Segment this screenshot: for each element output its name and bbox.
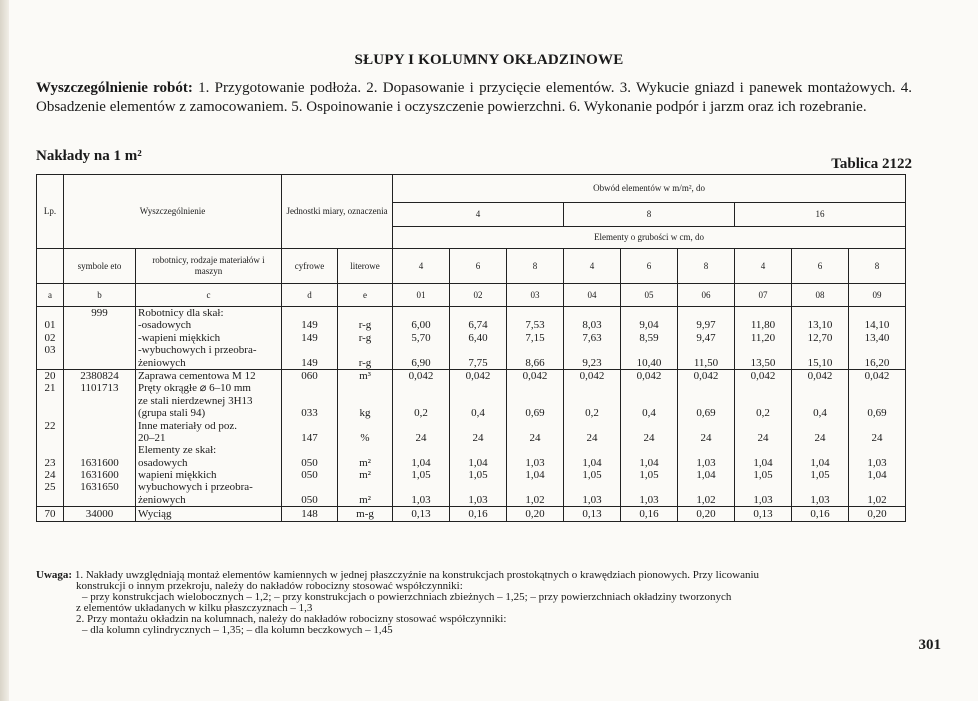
value: 1,04 — [411, 456, 431, 469]
lp-value: 22 — [44, 419, 56, 432]
literowe-value: kg — [359, 407, 371, 420]
value-cell — [450, 369, 507, 506]
value: 0,042 — [522, 369, 548, 382]
value: 24 — [700, 431, 712, 444]
table-number: Tablica 2122 — [831, 156, 912, 172]
value: 15,10 — [807, 356, 833, 369]
value: 5,70 — [411, 331, 431, 344]
value: 8,59 — [639, 331, 659, 344]
description-line: Elementy ze skał: — [138, 444, 217, 457]
header-row-4 — [37, 249, 906, 284]
value: 1,03 — [525, 456, 545, 469]
column-number: 06 — [678, 284, 735, 307]
literowe-value: r-g — [358, 331, 372, 344]
value: 9,97 — [696, 319, 716, 332]
value: 0,4 — [813, 407, 827, 420]
value: 0,13 — [564, 507, 621, 522]
column-number: 02 — [450, 284, 507, 307]
cyfrowe-value: 050 — [301, 469, 318, 482]
page-title: SŁUPY I KOLUMNY OKŁADZINOWE — [354, 52, 624, 68]
lp-value: 23 — [44, 456, 56, 469]
value-cell — [393, 369, 450, 506]
value: 9,04 — [639, 319, 659, 332]
header-thickness: 8 — [507, 249, 564, 284]
description-line: ze stali nierdzewnej 3H13 — [138, 394, 253, 407]
value: 24 — [586, 431, 598, 444]
value: 24 — [415, 431, 427, 444]
literowe-value: % — [360, 431, 370, 444]
cyfrowe-value: 060 — [301, 369, 318, 382]
value: 0,042 — [579, 369, 605, 382]
value: 1,03 — [468, 493, 488, 506]
description-line: -osadowych — [138, 319, 192, 332]
value: 14,10 — [864, 319, 890, 332]
value: 7,53 — [525, 319, 545, 332]
value: 13,40 — [864, 331, 890, 344]
value: 0,042 — [693, 369, 719, 382]
header-lp: Lp. — [37, 175, 64, 249]
value: 0,2 — [756, 407, 770, 420]
note-text: 1. Nakłady uwzględniają montaż elementów kamiennych w jednej płaszczyźnie na konstrukcjach prostokątnych o krawędziach pionowych. Przy licowaniu — [74, 569, 760, 581]
value: 0,2 — [414, 407, 428, 420]
value: 0,20 — [678, 507, 735, 522]
description-line: (grupa stali 94) — [138, 407, 206, 420]
cyfrowe-value: 149 — [301, 331, 318, 344]
description-line: żeniowych — [138, 493, 186, 506]
value-cell — [678, 307, 735, 370]
value: 8,03 — [582, 319, 602, 332]
value: 0,042 — [750, 369, 776, 382]
value: 7,75 — [468, 356, 488, 369]
column-number: 09 — [849, 284, 906, 307]
value: 6,74 — [468, 319, 488, 332]
literowe-value: m-g — [338, 507, 393, 522]
value: 9,23 — [582, 356, 602, 369]
value: 1,03 — [582, 493, 602, 506]
cyfrowe-cell — [282, 307, 338, 370]
value: 1,03 — [867, 456, 887, 469]
norms-table — [36, 174, 906, 522]
symbol-value: 1631650 — [80, 481, 119, 494]
literowe-value: m² — [359, 493, 371, 506]
lp-value: 25 — [44, 481, 56, 494]
value-cell — [792, 369, 849, 506]
cyfrowe-value: 149 — [301, 356, 318, 369]
value: 11,20 — [750, 331, 776, 344]
value: 7,15 — [525, 331, 545, 344]
value: 0,16 — [450, 507, 507, 522]
value: 24 — [472, 431, 484, 444]
works-description-label: Wyszczególnienie robót: — [36, 80, 193, 96]
value: 0,2 — [585, 407, 599, 420]
column-number: 04 — [564, 284, 621, 307]
literowe-value: r-g — [358, 356, 372, 369]
column-number: 01 — [393, 284, 450, 307]
value: 0,69 — [696, 407, 716, 420]
description-line: -wapieni miękkich — [138, 331, 221, 344]
header-symbole: symbole eto — [64, 249, 136, 284]
value: 9,47 — [696, 331, 716, 344]
value: 12,70 — [807, 331, 833, 344]
value: 11,80 — [750, 319, 776, 332]
note-2-line-1: 2. Przy montażu okładzin na kolumnach, należy do nakładów robocizny stosować współczynniki: — [76, 613, 507, 625]
notes-section — [36, 570, 916, 636]
description-cell — [136, 307, 282, 370]
header-thickness: 6 — [621, 249, 678, 284]
value: 1,04 — [525, 469, 545, 482]
symbol-cell — [64, 307, 136, 370]
cyfrowe-value: 149 — [301, 319, 318, 332]
value: 0,042 — [636, 369, 662, 382]
note-1-line-3: – przy konstrukcjach wielobocznych – 1,2; – przy konstrukcjach o powierzchniach zbieżnych – 1,25; – przy powierzchniach okładziny tworzonych — [82, 591, 732, 603]
description-line: wybuchowych i przeobra- — [138, 481, 253, 494]
value-cell — [621, 369, 678, 506]
header-obwod-group-1: 4 — [393, 203, 564, 227]
column-number: 05 — [621, 284, 678, 307]
value: 1,05 — [753, 469, 773, 482]
lp-value: 20 — [44, 369, 56, 382]
header-thickness: 8 — [849, 249, 906, 284]
page-number: 301 — [918, 637, 941, 653]
lp-value: 24 — [44, 469, 56, 482]
value: 13,50 — [750, 356, 776, 369]
description-line: Zaprawa cementowa M 12 — [138, 369, 256, 382]
symbol-value: 1631600 — [80, 456, 119, 469]
header-lp-continued — [37, 249, 64, 284]
value: 1,04 — [468, 456, 488, 469]
value: 0,4 — [642, 407, 656, 420]
value: 0,042 — [864, 369, 890, 382]
value: 8,66 — [525, 356, 545, 369]
lp-cell — [37, 369, 64, 506]
description-line: Inne materiały od poz. — [138, 419, 237, 432]
column-letter: e — [338, 284, 393, 307]
value: 6,00 — [411, 319, 431, 332]
value: 1,02 — [696, 493, 716, 506]
column-letter: d — [282, 284, 338, 307]
value-cell — [735, 307, 792, 370]
note-1-line-2: konstrukcji o innym przekroju, należy do nakładów robocizny stosować współczynniki: — [76, 580, 463, 592]
literowe-value: m² — [359, 456, 371, 469]
header-thickness: 4 — [564, 249, 621, 284]
header-thickness: 8 — [678, 249, 735, 284]
value-cell — [678, 369, 735, 506]
value: 0,20 — [849, 507, 906, 522]
lp-value: 70 — [37, 507, 64, 522]
value-cell — [393, 307, 450, 370]
value: 1,05 — [411, 469, 431, 482]
value: 1,03 — [753, 493, 773, 506]
value: 1,05 — [582, 469, 602, 482]
table-row-equipment — [37, 507, 906, 522]
header-grubosc: Elementy o grubości w cm, do — [393, 227, 906, 249]
header-obwod-group-3: 16 — [735, 203, 906, 227]
description-cell — [136, 369, 282, 506]
value-cell — [507, 307, 564, 370]
lp-cell — [37, 307, 64, 370]
column-number: 07 — [735, 284, 792, 307]
value-cell — [735, 369, 792, 506]
value: 1,03 — [810, 493, 830, 506]
value: 1,05 — [810, 469, 830, 482]
value: 1,04 — [582, 456, 602, 469]
cyfrowe-value: 147 — [301, 431, 318, 444]
value-cell — [564, 307, 621, 370]
value: 1,04 — [867, 469, 887, 482]
value: 24 — [757, 431, 769, 444]
value: 1,03 — [696, 456, 716, 469]
header-jednostki: Jednostki miary, oznaczenia — [282, 175, 393, 249]
description-line: 20–21 — [138, 431, 166, 444]
header-thickness: 4 — [735, 249, 792, 284]
description-line: -wybuchowych i przeobra- — [138, 344, 257, 357]
value: 0,69 — [867, 407, 887, 420]
header-wyszczegolnienie: Wyszczególnienie — [64, 175, 282, 249]
value: 0,20 — [507, 507, 564, 522]
literowe-cell — [338, 307, 393, 370]
symbol-value: 999 — [91, 307, 108, 319]
value: 24 — [529, 431, 541, 444]
value: 24 — [643, 431, 655, 444]
value: 0,69 — [525, 407, 545, 420]
literowe-value: r-g — [358, 319, 372, 332]
value: 0,16 — [621, 507, 678, 522]
notes-label: Uwaga: — [36, 569, 73, 581]
lp-value: 21 — [44, 382, 56, 395]
header-thickness: 6 — [792, 249, 849, 284]
note-2-line-2: – dla kolumn cylindrycznych – 1,35; – dla kolumn beczkowych – 1,45 — [82, 624, 393, 636]
value: 1,02 — [525, 493, 545, 506]
value-cell — [450, 307, 507, 370]
header-obwod-group-2: 8 — [564, 203, 735, 227]
value-cell — [849, 369, 906, 506]
cyfrowe-cell — [282, 369, 338, 506]
literowe-value: m² — [359, 469, 371, 482]
column-number: 03 — [507, 284, 564, 307]
symbol-value: 1631600 — [80, 469, 119, 482]
description-line: wapieni miękkich — [138, 469, 217, 482]
cyfrowe-value: 148 — [282, 507, 338, 522]
symbol-value: 1101713 — [80, 382, 119, 395]
works-description-text: 1. Przygotowanie podłoża. 2. Dopasowanie i przycięcie elementów. 3. Wykucie gniazd i panewek montażowych. 4. Obsadzenie elementów z zamocowaniem. 5. Ospoinowanie i oczyszczenie powierzchni. 6. Wykonanie podpór i jarzm oraz ich rozebranie. — [36, 80, 913, 115]
description-line: Robotnicy dla skał: — [138, 307, 224, 319]
value: 0,042 — [408, 369, 434, 382]
symbol-value: 2380824 — [80, 369, 119, 382]
value: 0,042 — [465, 369, 491, 382]
description-line: osadowych — [138, 456, 188, 469]
table-row-materials — [37, 369, 906, 506]
symbol-value: 34000 — [64, 507, 136, 522]
header-thickness: 4 — [393, 249, 450, 284]
value: 6,40 — [468, 331, 488, 344]
lp-value: 03 — [44, 344, 56, 357]
note-1-line-4: z elementów układanych w kilku płaszczyznach – 1,3 — [76, 602, 313, 614]
header-thickness: 6 — [450, 249, 507, 284]
lp-value: 02 — [44, 331, 56, 344]
value: 1,04 — [753, 456, 773, 469]
value: 0,13 — [735, 507, 792, 522]
value: 0,042 — [807, 369, 833, 382]
column-letter: c — [136, 284, 282, 307]
value: 1,04 — [696, 469, 716, 482]
value: 1,03 — [639, 493, 659, 506]
header-obwod: Obwód elementów w m/m², do — [393, 175, 906, 203]
works-description — [36, 79, 912, 117]
column-letter: b — [64, 284, 136, 307]
table-caption: Nakłady na 1 m² — [36, 148, 142, 164]
value: 6,90 — [411, 356, 431, 369]
literowe-cell — [338, 369, 393, 506]
value: 0,13 — [393, 507, 450, 522]
header-literowe: literowe — [338, 249, 393, 284]
value: 16,20 — [864, 356, 890, 369]
value: 1,04 — [810, 456, 830, 469]
value: 13,10 — [807, 319, 833, 332]
value: 0,16 — [792, 507, 849, 522]
description-line: żeniowych — [138, 356, 186, 369]
description-line: Pręty okrągłe ⌀ 6–10 mm — [138, 382, 251, 395]
value-cell — [564, 369, 621, 506]
value: 1,05 — [639, 469, 659, 482]
symbol-cell — [64, 369, 136, 506]
value-cell — [849, 307, 906, 370]
value-cell — [507, 369, 564, 506]
value: 11,50 — [693, 356, 719, 369]
header-cyfrowe: cyfrowe — [282, 249, 338, 284]
value: 1,04 — [639, 456, 659, 469]
table-row-labour — [37, 307, 906, 370]
lp-value: 01 — [44, 319, 56, 332]
value: 10,40 — [636, 356, 662, 369]
value: 1,03 — [411, 493, 431, 506]
value: 24 — [871, 431, 883, 444]
value-cell — [792, 307, 849, 370]
cyfrowe-value: 033 — [301, 407, 318, 420]
value: 1,05 — [468, 469, 488, 482]
value: 7,63 — [582, 331, 602, 344]
value: 0,4 — [471, 407, 485, 420]
column-letter: a — [37, 284, 64, 307]
header-row-5 — [37, 284, 906, 307]
value: 1,02 — [867, 493, 887, 506]
page-edge-shadow — [0, 0, 9, 701]
description-line: Wyciąg — [136, 507, 282, 522]
column-number: 08 — [792, 284, 849, 307]
cyfrowe-value: 050 — [301, 493, 318, 506]
header-row-1 — [37, 175, 906, 203]
cyfrowe-value: 050 — [301, 456, 318, 469]
literowe-value: m³ — [359, 369, 371, 382]
header-robotnicy: robotnicy, rodzaje materiałów i maszyn — [136, 249, 282, 284]
value-cell — [621, 307, 678, 370]
value: 24 — [814, 431, 826, 444]
